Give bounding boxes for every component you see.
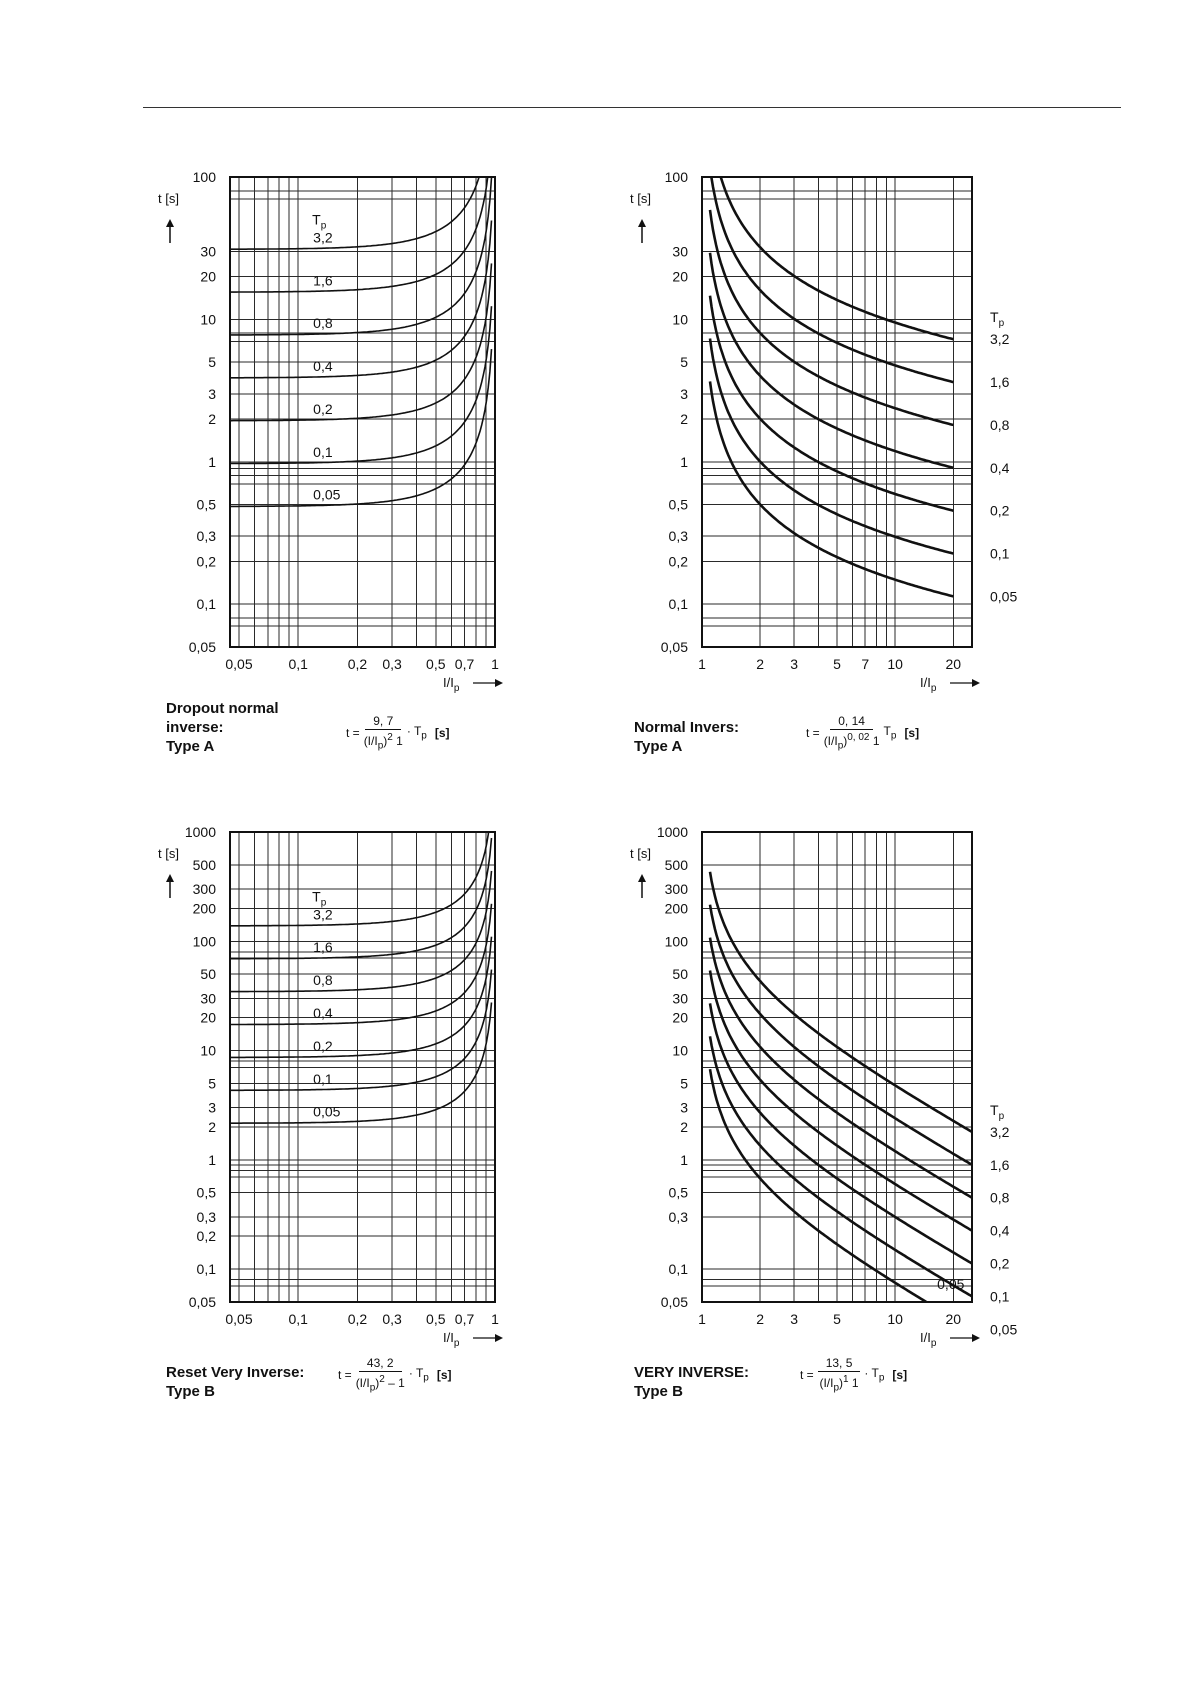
x-tick-label: 0,1 — [288, 1311, 308, 1327]
y-axis-label: t [s] — [158, 846, 179, 861]
y-tick-label: 0,1 — [196, 1261, 216, 1278]
y-tick-label: 100 — [192, 933, 216, 950]
y-tick-label: 3 — [208, 1099, 216, 1116]
formula-numerator: 9, 7 — [365, 714, 401, 730]
y-tick-label: 1 — [680, 453, 688, 470]
formula-unit: [s] — [904, 725, 920, 740]
y-tick-label: 2 — [680, 1118, 688, 1135]
legend-title: $T_p$ — [312, 888, 327, 909]
series-curve-0-2 — [230, 937, 492, 1058]
formula-multiplier: $T_p$ — [883, 724, 897, 742]
formula-denominator: $(I/I_p)^1$ 1 — [819, 1374, 859, 1394]
tp-label: 0,4 — [990, 1222, 1010, 1239]
y-tick-label: 10 — [672, 311, 688, 328]
y-tick-label: 0,3 — [668, 1208, 688, 1225]
tp-label: 3,2 — [313, 906, 333, 923]
y-tick-label: 5 — [208, 354, 216, 371]
tp-label: 0,2 — [990, 1255, 1010, 1272]
tp-label: 0,8 — [990, 416, 1010, 433]
y-tick-label: 0,2 — [668, 553, 688, 570]
caption-line: VERY INVERSE: — [634, 1364, 750, 1381]
y-tick-label: 5 — [208, 1075, 216, 1092]
y-tick-label: 0,5 — [196, 496, 216, 513]
grid-lines — [702, 832, 972, 1302]
grid-lines — [230, 177, 495, 647]
tp-label: 0,8 — [990, 1189, 1010, 1206]
x-tick-label: 0,1 — [288, 656, 308, 672]
tp-label: 0,4 — [313, 1004, 333, 1021]
y-tick-label: 3 — [680, 1099, 688, 1116]
y-tick-label: 30 — [672, 243, 688, 260]
x-tick-label: 0,5 — [426, 1311, 446, 1327]
y-tick-label: 0,05 — [188, 1294, 216, 1310]
series-curve-0-2 — [230, 263, 492, 420]
y-tick-label: 0,05 — [188, 639, 216, 655]
y-tick-label: 300 — [664, 881, 688, 898]
x-tick-label: 20 — [945, 656, 962, 672]
legend-title: $T_p$ — [312, 211, 327, 232]
formula-numerator: 43, 2 — [359, 1356, 402, 1372]
y-tick-label: 2 — [208, 1118, 216, 1135]
series-curve-3-2 — [710, 124, 953, 339]
y-tick-label: 0,5 — [668, 1184, 688, 1201]
y-axis-arrowhead — [166, 219, 174, 227]
x-tick-label: 0,7 — [454, 656, 475, 672]
tp-label: 0,2 — [313, 1037, 333, 1054]
caption-line: Type B — [634, 1383, 683, 1400]
series-curve-0-1 — [230, 306, 492, 463]
formula-lhs: t = — [338, 1367, 352, 1382]
x-axis-label: $I/I_p$ — [443, 1330, 460, 1349]
y-tick-label: 0,05 — [660, 639, 688, 655]
tp-label: 0,05 — [990, 1321, 1018, 1338]
formula-unit: [s] — [436, 1367, 452, 1382]
formula-denominator: $(I/I_p)^2 - 1$ — [355, 1374, 405, 1394]
x-tick-label: 1 — [491, 1311, 499, 1327]
tp-label: 0,4 — [990, 459, 1010, 476]
tp-label: 1,6 — [313, 272, 333, 289]
series-curve-1-6 — [230, 838, 492, 959]
chart-normal-inverse — [620, 165, 1040, 700]
tp-label: 1,6 — [990, 1156, 1010, 1173]
y-tick-label: 10 — [200, 1042, 216, 1059]
x-tick-label: 3 — [790, 1311, 799, 1327]
y-tick-label: 0,1 — [668, 1261, 688, 1278]
page-top-rule — [143, 107, 1121, 108]
x-tick-label: 0,05 — [225, 656, 253, 672]
plot-frame — [230, 177, 495, 647]
series-curve-0-4 — [230, 221, 492, 378]
x-tick-label: 1 — [698, 656, 706, 672]
tp-label: 0,05 — [313, 486, 341, 503]
y-tick-label: 200 — [664, 900, 688, 917]
tp-label: 0,1 — [313, 1070, 333, 1087]
formula-lhs: t = — [806, 725, 820, 740]
y-tick-label: 0,3 — [668, 528, 688, 545]
y-tick-label: 5 — [680, 1075, 688, 1092]
caption-line: Type A — [166, 738, 215, 755]
series-curve-3-2 — [230, 805, 492, 926]
tp-label: 0,2 — [990, 502, 1010, 519]
y-tick-label: 300 — [192, 881, 216, 898]
tp-label: 3,2 — [313, 229, 333, 246]
x-axis-arrowhead — [972, 679, 980, 687]
y-tick-label: 10 — [672, 1042, 688, 1059]
y-tick-label: 0,3 — [196, 1208, 216, 1225]
y-tick-label: 200 — [192, 900, 216, 917]
x-tick-label: 0,2 — [347, 656, 368, 672]
x-tick-label: 0,2 — [347, 1311, 368, 1327]
series-curve-0-4 — [230, 904, 492, 1025]
series-curve-0-05 — [230, 1003, 492, 1124]
tp-label: 0,1 — [990, 1288, 1010, 1305]
series-curve-0-05 — [230, 349, 492, 506]
y-axis-label: t [s] — [630, 846, 651, 861]
formula-lhs: t = — [346, 725, 360, 740]
tp-label: 0,2 — [313, 400, 333, 417]
caption-very-inverse — [634, 1363, 749, 1401]
x-tick-label: 0,3 — [382, 1311, 402, 1327]
tp-label: 1,6 — [313, 939, 333, 956]
y-tick-label: 3 — [208, 385, 216, 402]
y-tick-label: 1000 — [184, 824, 216, 840]
x-tick-label: 0,7 — [454, 1311, 475, 1327]
tp-label: 1,6 — [990, 374, 1010, 391]
curves — [710, 124, 953, 596]
y-tick-label: 10 — [200, 311, 216, 328]
y-tick-label: 100 — [192, 169, 216, 185]
x-tick-label: 5 — [833, 656, 841, 672]
tp-label: 0,1 — [990, 545, 1010, 562]
legend-title: $T_p$ — [990, 1101, 1005, 1122]
y-tick-label: 0,05 — [660, 1294, 688, 1310]
y-tick-label: 1 — [208, 453, 216, 470]
x-tick-label: 1 — [491, 656, 499, 672]
y-axis-arrowhead — [638, 219, 646, 227]
y-tick-label: 30 — [672, 990, 688, 1007]
y-axis-label: t [s] — [630, 191, 651, 206]
y-tick-label: 2 — [680, 410, 688, 427]
formula-unit: [s] — [434, 725, 450, 740]
y-tick-label: 20 — [200, 268, 216, 285]
curves — [230, 805, 492, 1123]
y-tick-label: 5 — [680, 354, 688, 371]
x-axis-label: $I/I_p$ — [443, 675, 460, 694]
formula-very-inverse — [800, 1356, 907, 1393]
tp-label: 0,1 — [313, 443, 333, 460]
x-tick-label: 0,3 — [382, 656, 402, 672]
formula-denominator: $(I/I_p)^{0, 02}$ 1 — [823, 732, 880, 752]
y-tick-label: 500 — [192, 856, 216, 873]
caption-line: Dropout normal — [166, 700, 279, 717]
series-curve-0-1 — [710, 339, 953, 554]
x-axis-arrowhead — [495, 679, 503, 687]
caption-line: Normal Invers: — [634, 719, 740, 736]
y-tick-label: 0,2 — [196, 1228, 216, 1245]
y-tick-label: 20 — [672, 268, 688, 285]
y-tick-label: 1 — [208, 1151, 216, 1168]
series-curve-0-1 — [230, 970, 492, 1091]
caption-line: Type A — [634, 738, 683, 755]
y-tick-label: 0,1 — [668, 596, 688, 613]
chart-very-inverse — [600, 820, 1040, 1355]
series-curve-1-6 — [230, 135, 492, 292]
caption-normal-inverse — [634, 718, 739, 756]
x-axis-label: $I/I_p$ — [920, 1330, 937, 1349]
legend-title: $T_p$ — [990, 309, 1005, 330]
x-axis-arrowhead — [972, 1334, 980, 1342]
formula-denominator: $(I/I_p)^2$ 1 — [363, 732, 403, 752]
formula-dropout-normal-inverse — [346, 714, 450, 751]
formula-numerator: 13, 5 — [818, 1356, 861, 1372]
series-curve-0-4 — [710, 253, 953, 468]
chart-dropout-normal-inverse — [150, 165, 510, 700]
y-tick-label: 30 — [200, 243, 216, 260]
x-tick-label: 10 — [887, 1311, 903, 1327]
formula-multiplier: · $T_p$ — [406, 724, 427, 742]
tp-label: 0,8 — [313, 972, 333, 989]
tp-label-inside: 0,05 — [937, 1275, 965, 1292]
y-tick-label: 1 — [680, 1151, 688, 1168]
x-tick-label: 0,05 — [225, 1311, 253, 1327]
y-tick-label: 0,3 — [196, 528, 216, 545]
x-tick-label: 5 — [833, 1311, 841, 1327]
grid-lines — [702, 177, 972, 647]
caption-line: Type B — [166, 1383, 215, 1400]
y-tick-label: 2 — [208, 410, 216, 427]
x-tick-label: 2 — [756, 656, 765, 672]
y-tick-label: 500 — [664, 856, 688, 873]
caption-line: inverse: — [166, 719, 224, 736]
y-tick-label: 0,1 — [196, 596, 216, 613]
y-tick-label: 20 — [200, 1009, 216, 1026]
caption-dropout-normal-inverse — [166, 699, 279, 756]
y-tick-label: 30 — [200, 990, 216, 1007]
tp-label: 0,05 — [990, 588, 1018, 605]
y-tick-label: 0,5 — [668, 496, 688, 513]
formula-multiplier: · $T_p$ — [408, 1366, 429, 1384]
curves — [230, 109, 492, 506]
tp-label: 0,8 — [313, 315, 333, 332]
formula-multiplier: · $T_p$ — [864, 1366, 885, 1384]
formula-reset-very-inverse — [338, 1356, 452, 1393]
y-tick-label: 50 — [672, 966, 688, 983]
y-tick-label: 0,2 — [196, 553, 216, 570]
x-tick-label: 7 — [861, 656, 870, 672]
x-tick-label: 0,5 — [426, 656, 446, 672]
y-tick-label: 100 — [664, 169, 688, 185]
y-tick-label: 50 — [200, 966, 216, 983]
x-axis-label: $I/I_p$ — [920, 675, 937, 694]
series-curve-3-2 — [230, 109, 492, 249]
tp-label: 3,2 — [990, 331, 1010, 348]
tp-label: 0,4 — [313, 358, 333, 375]
series-curve-0-8 — [230, 178, 492, 335]
y-tick-label: 0,5 — [196, 1184, 216, 1201]
x-tick-label: 1 — [698, 1311, 706, 1327]
curves — [710, 872, 972, 1330]
formula-lhs: t = — [800, 1367, 814, 1382]
formula-unit: [s] — [892, 1367, 908, 1382]
caption-reset-very-inverse — [166, 1363, 304, 1401]
y-axis-arrowhead — [166, 874, 174, 882]
tp-label: 3,2 — [990, 1123, 1010, 1140]
series-curve-0-8 — [710, 210, 953, 425]
y-axis-arrowhead — [638, 874, 646, 882]
formula-numerator: 0, 14 — [830, 714, 873, 730]
x-tick-label: 10 — [887, 656, 903, 672]
x-tick-label: 3 — [790, 656, 799, 672]
x-tick-label: 20 — [945, 1311, 962, 1327]
x-axis-arrowhead — [495, 1334, 503, 1342]
tp-label: 0,05 — [313, 1103, 341, 1120]
y-tick-label: 100 — [664, 933, 688, 950]
formula-normal-inverse — [806, 714, 919, 751]
caption-line: Reset Very Inverse: — [166, 1364, 305, 1381]
y-tick-label: 1000 — [656, 824, 688, 840]
y-tick-label: 3 — [680, 385, 688, 402]
chart-reset-very-inverse — [150, 820, 510, 1355]
y-axis-label: t [s] — [158, 191, 179, 206]
y-tick-label: 20 — [672, 1009, 688, 1026]
x-tick-label: 2 — [756, 1311, 765, 1327]
